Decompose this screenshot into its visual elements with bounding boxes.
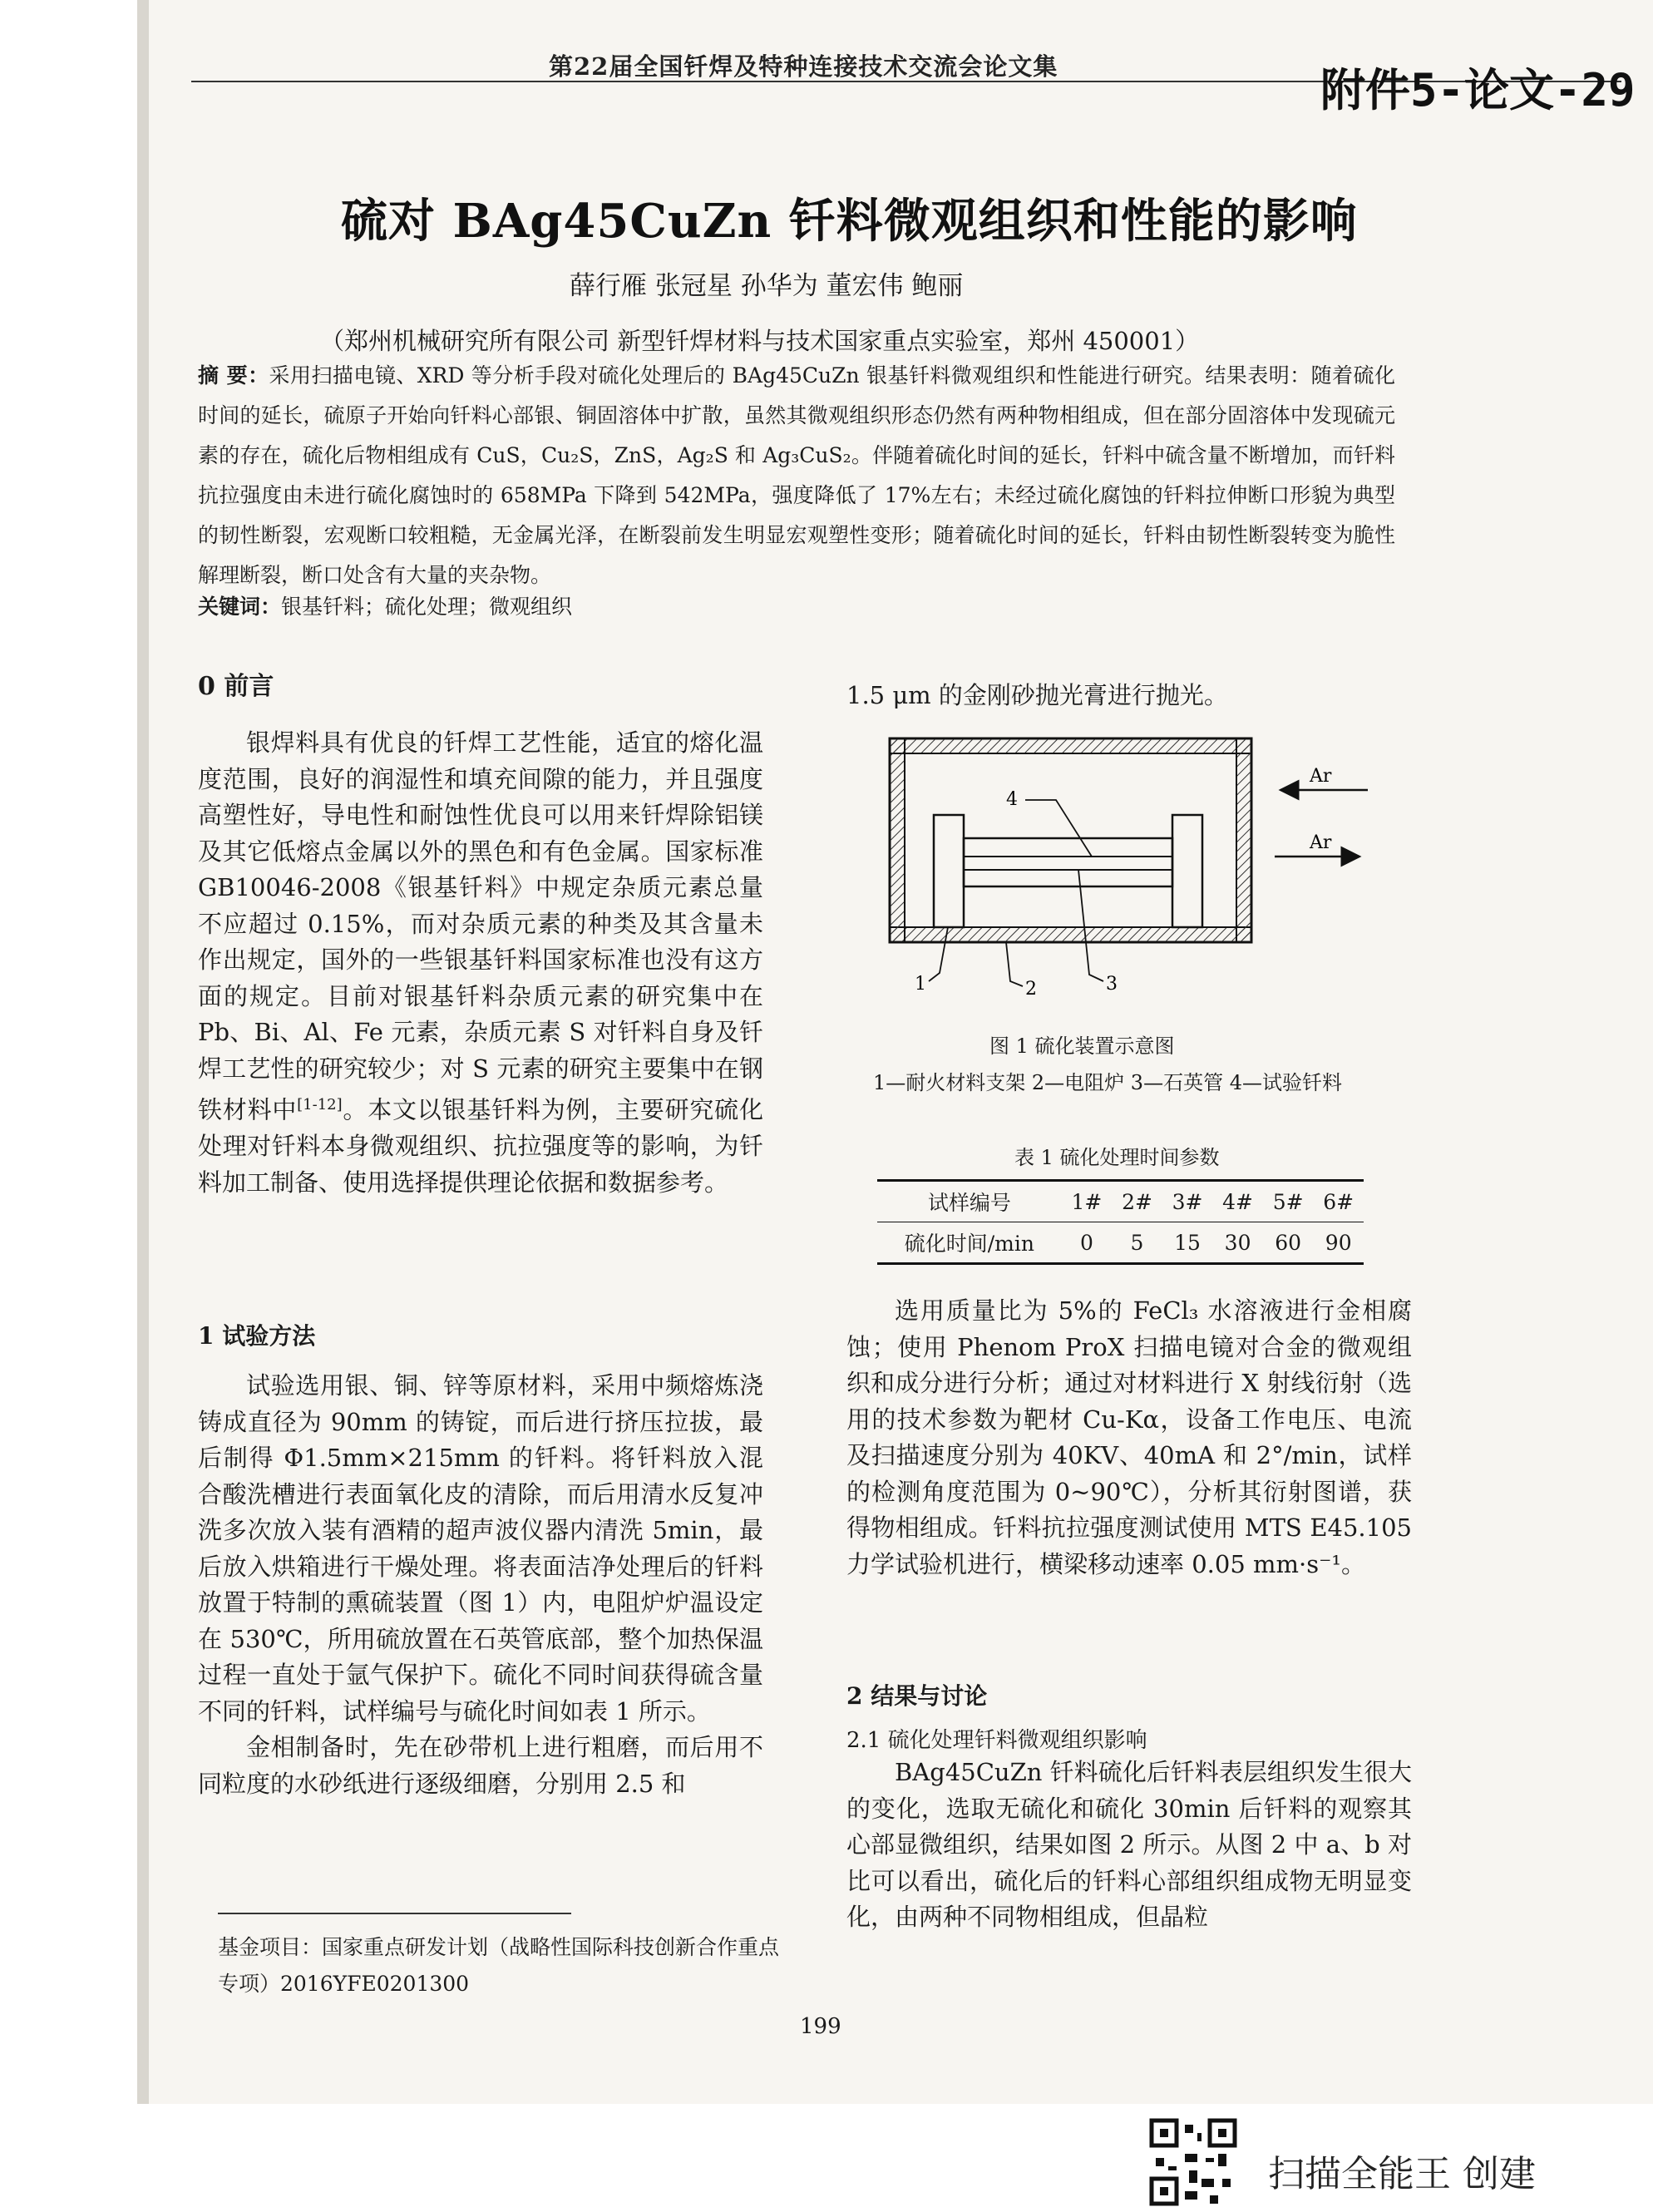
table-row <box>877 1181 1364 1222</box>
authors: 薛行雁 张冠星 孙华为 董宏伟 鲍丽 <box>570 271 964 301</box>
table-cell: 3# <box>1172 1189 1203 1214</box>
affiliation: （郑州机械研究所有限公司 新型钎焊材料与技术国家重点实验室，郑州 450001） <box>320 327 1200 355</box>
table-cell: 30 <box>1224 1230 1251 1255</box>
table-row <box>877 1222 1364 1264</box>
section-1-title: 1 试验方法 <box>198 1322 316 1350</box>
table-cell: 1# <box>1071 1189 1103 1214</box>
section-1-body <box>198 1368 763 1802</box>
leader-2 <box>1006 942 1023 986</box>
argon-label-bottom: Ar <box>1310 832 1332 853</box>
keywords-label: 关键词： <box>198 595 282 619</box>
section-2-title: 2 结果与讨论 <box>846 1682 988 1710</box>
section-1-paragraph: 试验选用银、铜、锌等原材料，采用中频熔炼浇铸成直径为 90mm 的铸锭，而后进行挤压拉拔，最后制得 Φ1.5mm×215mm 的钎料。将钎料放入混合酸洗槽进行表面氧化皮的清除，而后用清水反复冲洗多次放入装有酒精的超声波仪器内清洗 5min，最后放入烘箱进行干燥处理。将表面洁净处理后的钎料放置于特制的熏硫装置（图 1）内，电阻炉炉温设定在 530℃，所用硫放置在石英管底部，整个加热保温过程一直处于氩气保护下。硫化不同时间获得硫含量不同的钎料，试样编号与硫化时间如表 1 所示。 <box>198 1371 763 1726</box>
refractory-support-left <box>934 815 964 927</box>
furnace-wall-right <box>1236 738 1251 942</box>
scan-edge <box>137 0 149 2104</box>
quartz-tube <box>964 838 1172 886</box>
furnace-wall-bottom <box>890 927 1251 942</box>
qr-code-icon <box>1147 2116 1239 2208</box>
table-row-label: 试样编号 <box>927 1191 1011 1215</box>
table-cell: 6# <box>1323 1189 1354 1214</box>
section-1-paragraph-2: 金相制备时，先在砂带机上进行粗磨，而后用不同粒度的水砂纸进行逐级细磨，分别用 2.5 和 <box>198 1733 763 1798</box>
paper-title: 硫对 BAg45CuZn 钎料微观组织和性能的影响 <box>341 194 1358 249</box>
furnace-wall-left <box>890 738 905 942</box>
abstract-label: 摘 要： <box>198 363 269 388</box>
table-cell: 5# <box>1272 1189 1304 1214</box>
attachment-stamp: 附件5-论文-29 <box>1320 64 1636 116</box>
section-0-body <box>198 725 763 1201</box>
label-4: 4 <box>1006 789 1018 810</box>
section-2-body <box>846 1755 1412 1936</box>
table-cell: 60 <box>1275 1230 1302 1255</box>
table-cell: 4# <box>1222 1189 1254 1214</box>
section-2-1-title: 2.1 硫化处理钎料微观组织影响 <box>846 1728 1147 1753</box>
section-0-title: 0 前言 <box>198 672 274 701</box>
refractory-support-right <box>1172 815 1202 927</box>
table-cell: 90 <box>1325 1230 1352 1255</box>
section-0-text-tail: 。本文以银基钎料为例，主要研究硫化处理对钎料本身微观组织、抗拉强度等的影响，为钎料加工制备、使用选择提供理论依据和数据参考。 <box>198 1095 763 1197</box>
table-row-label: 硫化时间/min <box>904 1232 1034 1256</box>
argon-label-top: Ar <box>1310 766 1332 787</box>
sulfurization-time-table <box>877 1179 1364 1265</box>
page-number: 199 <box>800 2014 841 2039</box>
scanner-watermark: 扫描全能王 创建 <box>1268 2153 1536 2195</box>
figure-1-legend: 1—耐火材料支架 2—电阻炉 3—石英管 4—试验钎料 <box>873 1071 1342 1094</box>
table-cell: 2# <box>1122 1189 1152 1214</box>
figure-1-caption: 图 1 硫化装置示意图 <box>989 1034 1175 1058</box>
label-3: 3 <box>1106 974 1118 995</box>
methods-paragraph: 选用质量比为 5%的 FeCl₃ 水溶液进行金相腐蚀；使用 Phenom ProX 扫描电镜对合金的微观组织和成分进行分析；通过对材料进行 X 射线衍射（选用的技术参数为靶材 Cu-Kα，设备工作电压、电流及扫描速度分别为 40KV、40mA 和 2°/min，试样的检测角度范围为 0~90℃），分析其衍射图谱，获得物相组成。钎料抗拉强度测试使用 MTS E45.105 力学试验机进行，横梁移动速率 0.05 mm·s⁻¹。 <box>846 1296 1412 1578</box>
citation: [1-12] <box>297 1096 343 1113</box>
sulfurization-apparatus-diagram <box>886 732 1368 1015</box>
keywords <box>198 590 572 620</box>
footnote-rule <box>218 1913 571 1914</box>
running-header: 第22届全国钎焊及特种连接技术交流会论文集 <box>549 52 1058 81</box>
table-cell: 5 <box>1130 1230 1144 1255</box>
label-2: 2 <box>1025 979 1037 1000</box>
section-0-text: 银焊料具有优良的钎焊工艺性能，适宜的熔化温度范围，良好的润湿性和填充间隙的能力，并且强度高塑性好，导电性和耐蚀性优良可以用来钎焊除铝镁及其它低熔点金属以外的黑色和有色金属。国家标准 GB10046-2008《银基钎料》中规定杂质元素总量不应超过 0.15%，而对杂质元素的种类及其含量未作出规定，国外的一些银基钎料国家标准也没有这方面的规定。目前对银基钎料杂质元素的研究集中在 Pb、Bi、Al、Fe 元素，杂质元素 S 对钎料自身及钎焊工艺性的研究较少；对 S 元素的研究主要集中在钢铁材料中 <box>198 728 763 1124</box>
section-2-paragraph: BAg45CuZn 钎料硫化后钎料表层组织发生很大的变化，选取无硫化和硫化 30min 后钎料的观察其心部显微组织，结果如图 2 所示。从图 2 中 a、b 对比可以看出，硫化后的钎料心部组织组成物无明显变化，由两种不同物相组成，但晶粒 <box>846 1758 1412 1931</box>
table-cell: 0 <box>1079 1230 1093 1255</box>
furnace-wall-top <box>890 738 1251 753</box>
footnote: 基金项目：国家重点研发计划（战略性国际科技创新合作重点专项）2016YFE0201300 <box>218 1935 780 1996</box>
table-1-title: 表 1 硫化处理时间参数 <box>1014 1146 1220 1169</box>
abstract-text: 采用扫描电镜、XRD 等分析手段对硫化处理后的 BAg45CuZn 银基钎料微观组织和性能进行研究。结果表明：随着硫化时间的延长，硫原子开始向钎料心部银、铜固溶体中扩散，虽然其微观组织形态仍然有两种物相组成，但在部分固溶体中发现硫元素的存在，硫化后物相组成有 CuS，Cu₂S，ZnS，Ag₂S 和 Ag₃CuS₂。伴随着硫化时间的延长，钎料中硫含量不断增加，而钎料抗拉强度由未进行硫化腐蚀时的 658MPa 下降到 542MPa，强度降低了 17%左右；未经过硫化腐蚀的钎料拉伸断口形貌为典型的韧性断裂，宏观断口较粗糙，无金属光泽，在断裂前发生明显宏观塑性变形；随着硫化时间的延长，钎料由韧性断裂转变为脆性解理断裂，断口处含有大量的夹杂物。 <box>198 363 1395 587</box>
label-1: 1 <box>915 974 926 995</box>
leader-4 <box>1025 800 1092 857</box>
table-cell: 15 <box>1174 1230 1201 1255</box>
keywords-text: 银基钎料；硫化处理；微观组织 <box>281 595 573 619</box>
abstract <box>198 356 1395 595</box>
right-column-opening: 1.5 μm 的金刚砂抛光膏进行抛光。 <box>846 681 1228 709</box>
methods-continued <box>846 1293 1412 1582</box>
